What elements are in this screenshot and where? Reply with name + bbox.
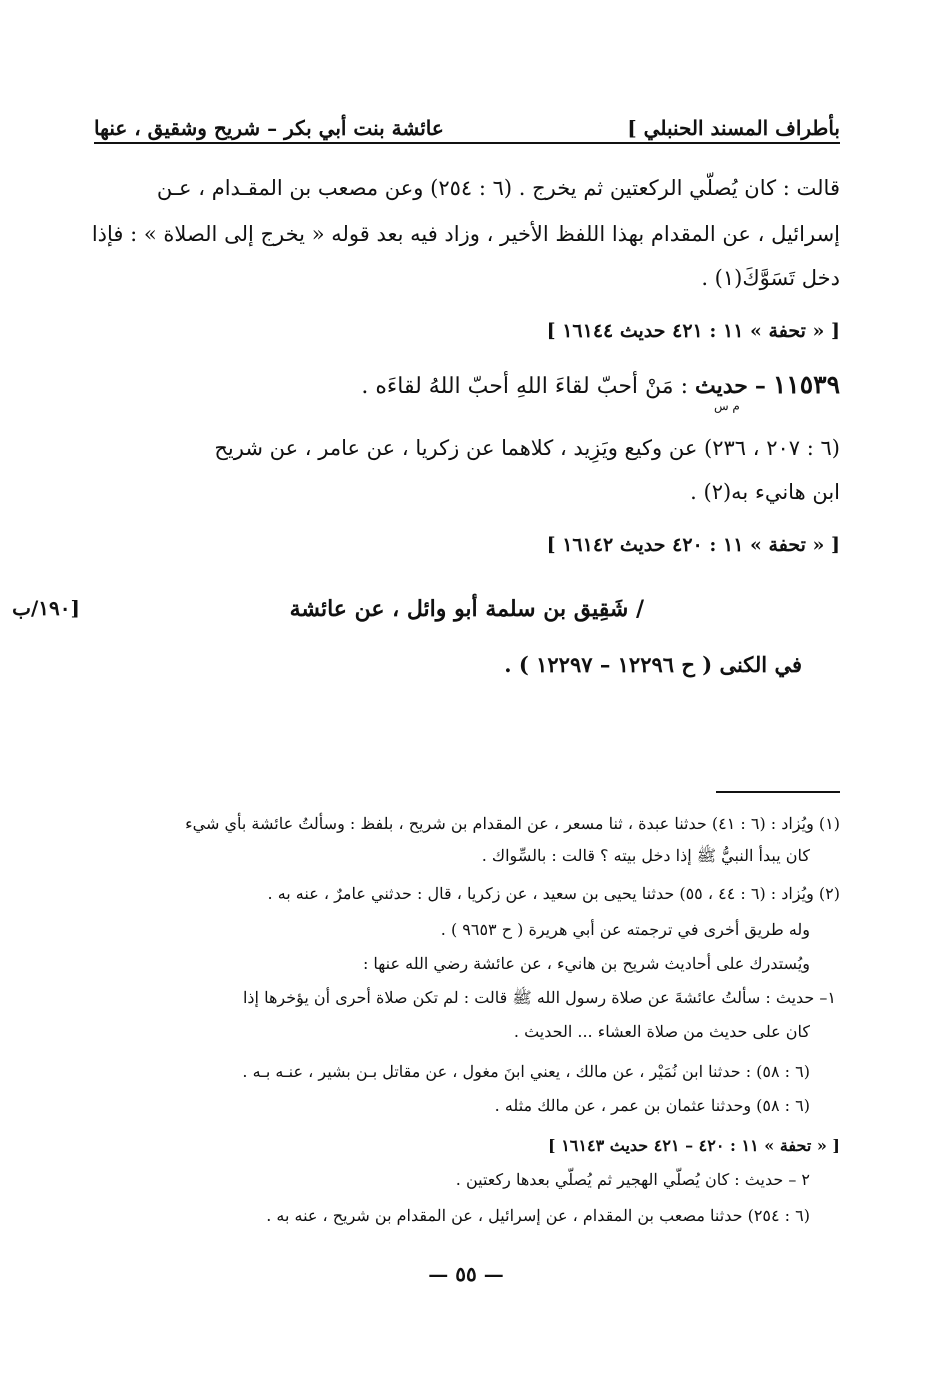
paragraph-line: (٦ : ٢٠٧ ، ٢٣٦) عن وكيع ويَزِيد ، كلاهما عن زكريا ، عن عامر ، عن شريح: [214, 436, 840, 460]
footnote-line: (٦ : ٢٥٤) حدثنا مصعب بن المقدام ، عن إسرائيل ، عن المقدام بن شريح ، عنه به .: [266, 1206, 810, 1225]
section-title: / شَقِيق بن سلمة أبو وائل ، عن عائشة: [289, 596, 644, 622]
paragraph-line: قالت : كان يُصلّي الركعتين ثم يخرج . (٦ : ٢٥٤) وعن مصعب بن المقـدام ، عـن: [156, 176, 840, 200]
running-header: [94, 106, 840, 140]
footnote-line: (٦ : ٥٨) وحدثنا عثمان بن عمر ، عن مالك مثله .: [494, 1096, 810, 1115]
hadith-line: [361, 370, 840, 413]
header-rule: [94, 142, 840, 144]
paragraph-line: ابن هانيء به(٢) .: [690, 480, 840, 504]
footnote-line: وله طريق أخرى في ترجمته عن أبي هريرة ( ح ٩٦٥٣ ) .: [440, 920, 810, 939]
header-book-title: بأطراف المسند الحنبلي ]: [627, 116, 840, 140]
tuhfa-reference: [ « تحفة » ١١ : ٤٢١ حديث ١٦١٤٤ ]: [546, 320, 840, 342]
footnote-tuhfa-reference: [ « تحفة » ١١ : ٤٢٠ – ٤٢١ حديث ١٦١٤٣ ]: [548, 1136, 840, 1155]
footnote-line: (٦ : ٥٨) : حدثنا ابن نُمَيْر ، عن مالك ، يعني ابنَ مغول ، عن مقاتل بـن بشير ، عنـه بـه .: [242, 1062, 810, 1081]
page-number: — ٥٥ —: [428, 1262, 504, 1286]
footnote-line: كان يبدأ النبيُّ ﷺ إذا دخل بيته ؟ قالت : بالسِّواك .: [481, 846, 810, 865]
hadith-dash: –: [754, 373, 766, 399]
footnote-line: ٢ – حديث : كان يُصلّي الهجير ثم يُصلّي بعدها ركعتين .: [455, 1170, 810, 1189]
folio-margin-reference: [١٩٠/ب: [12, 596, 80, 620]
paragraph-line: دخل تَسَوَّكَ(١) .: [701, 266, 840, 290]
paragraph-line: إسرائيل ، عن المقدام بهذا اللفظ الأخير ، وزاد فيه بعد قوله « يخرج إلى الصلاة » : فإذا: [91, 222, 840, 246]
header-center-title: عائشة بنت أبي بكر – شريح وشقيق ، عنها: [94, 116, 444, 140]
footnote-line: ١– حديث : سألتُ عائشةَ عن صلاة رسول الله ﷺ قالت : لم تكن صلاة أحرى أن يؤخرها إذا: [242, 988, 836, 1007]
footnote-line: ويُستدرك على أحاديث شريح بن هانيء ، عن عائشة رضي الله عنها :: [362, 954, 810, 973]
hadith-text: : مَنْ أحبّ لقاءَ اللهِ أحبّ اللهُ لقاءَه .: [361, 374, 688, 399]
footnote-rule: [716, 791, 840, 793]
footnote-line: (١) ويُزاد : (٦ : ٤١) حدثنا عبدة ، ثنا مسعر ، عن المقدام بن شريح ، بلفظ : وسألتُ عائشة بأي شيء: [185, 814, 840, 833]
section-subtitle: في الكنى ( ح ١٢٢٩٦ – ١٢٢٩٧ ) .: [504, 652, 802, 677]
hadith-number: ١١٥٣٩: [772, 370, 840, 399]
hadith-label-text: حديث: [694, 373, 748, 399]
hadith-label: [694, 373, 748, 413]
footnote-line: كان على حديث من صلاة العشاء ... الحديث .: [513, 1022, 810, 1041]
hadith-sigla: م س: [713, 399, 740, 413]
footnote-line: (٢) ويُزاد : (٦ : ٤٤ ، ٥٥) حدثنا يحيى بن سعيد ، عن زكريا ، قال : حدثني عامرٌ ، عنه به .: [267, 884, 840, 903]
tuhfa-reference: [ « تحفة » ١١ : ٤٢٠ حديث ١٦١٤٢ ]: [546, 534, 840, 556]
